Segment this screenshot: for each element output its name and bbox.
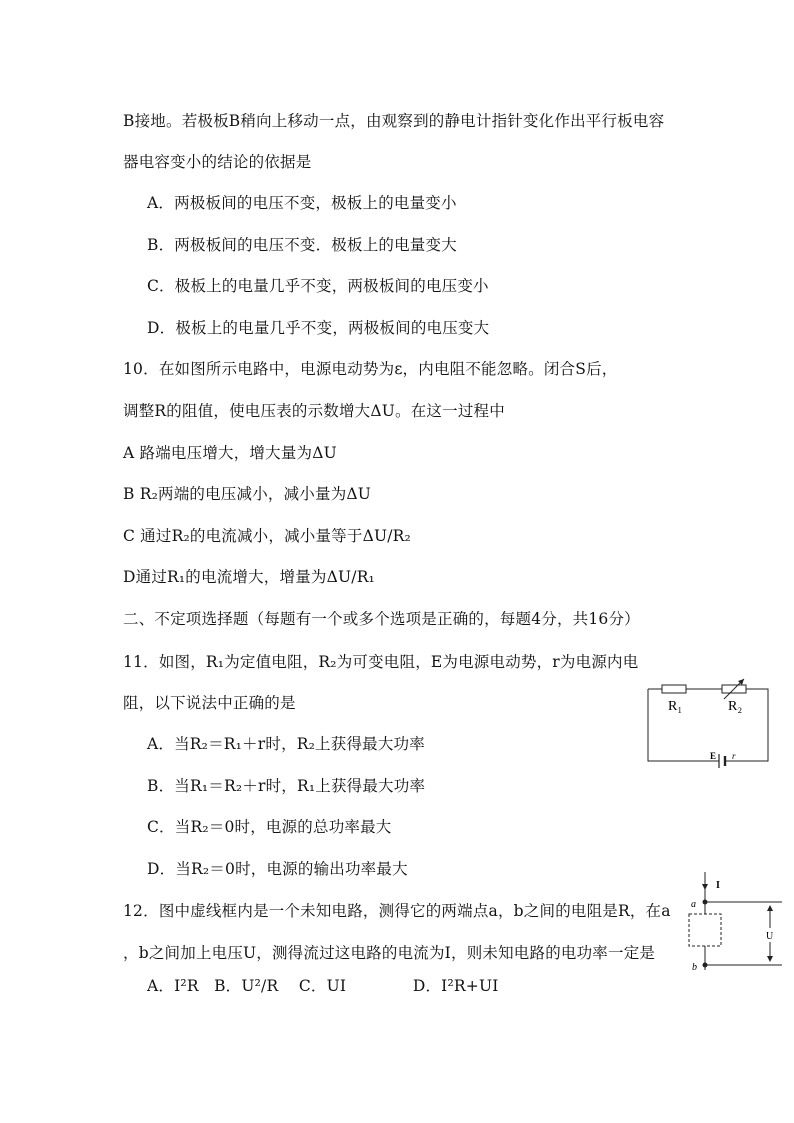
label-r: r <box>732 751 736 761</box>
option-11d: D．当R₂＝0时，电源的输出功率最大 <box>147 860 408 878</box>
question-11-cont: 阻，以下说法中正确的是 <box>123 694 296 712</box>
option-10c: C 通过R₂的电流减小，减小量等于ΔU/R₂ <box>123 527 411 545</box>
label-r2: R₂ <box>728 699 743 714</box>
section-heading: 二、不定项选择题（每题有一个或多个选项是正确的，每题4分，共16分） <box>123 610 640 628</box>
label-e: E <box>710 751 717 761</box>
option-9a: A．两极板间的电压不变，极板上的电量变小 <box>147 194 457 212</box>
option-11b: B．当R₁＝R₂＋r时，R₁上获得最大功率 <box>147 777 426 795</box>
text-line: B接地。若极板B稍向上移动一点，由观察到的静电计指针变化作出平行板电容 <box>123 112 665 130</box>
option-9c: C．极板上的电量几乎不变，两极板间的电压变小 <box>147 277 489 295</box>
option-11c: C．当R₂＝0时，电源的总功率最大 <box>147 818 392 836</box>
question-10: 10．在如图所示电路中，电源电动势为ε，内电阻不能忽略。闭合S后， <box>123 360 618 378</box>
label-b: b <box>692 962 697 973</box>
text-line: 器电容变小的结论的依据是 <box>123 153 312 171</box>
label-a: a <box>691 899 696 910</box>
label-r1: R₁ <box>668 699 683 714</box>
option-9b: B．两极板间的电压不变．极板上的电量变大 <box>147 236 457 254</box>
option-10d: D通过R₁的电流增大，增量为ΔU/R₁ <box>123 568 375 586</box>
circuit-diagram-12 <box>685 870 785 975</box>
question-12-cont: ，b之间加上电压U，测得流过这电路的电流为I，则未知电路的电功率一定是 <box>123 944 656 962</box>
question-12: 12．图中虚线框内是一个未知电路，测得它的两端点a，b之间的电阻是R，在a <box>123 902 671 920</box>
question-11: 11．如图，R₁为定值电阻，R₂为可变电阻，E为电源电动势，r为电源内电 <box>123 653 639 671</box>
option-11a: A．当R₂＝R₁＋r时，R₂上获得最大功率 <box>147 735 425 753</box>
label-u: U <box>766 931 774 942</box>
options-12: A．I²R B．U²/R C．UI D．I²R+UI <box>147 977 499 995</box>
label-i: I <box>716 880 720 891</box>
circuit-diagram-11 <box>640 675 775 775</box>
option-10a: A 路端电压增大，增大量为ΔU <box>123 444 337 462</box>
question-10-cont: 调整R的阻值，使电压表的示数增大ΔU。在这一过程中 <box>123 402 505 420</box>
option-10b: B R₂两端的电压减小，减小量为ΔU <box>123 485 372 503</box>
option-9d: D．极板上的电量几乎不变，两极板间的电压变大 <box>147 319 490 337</box>
